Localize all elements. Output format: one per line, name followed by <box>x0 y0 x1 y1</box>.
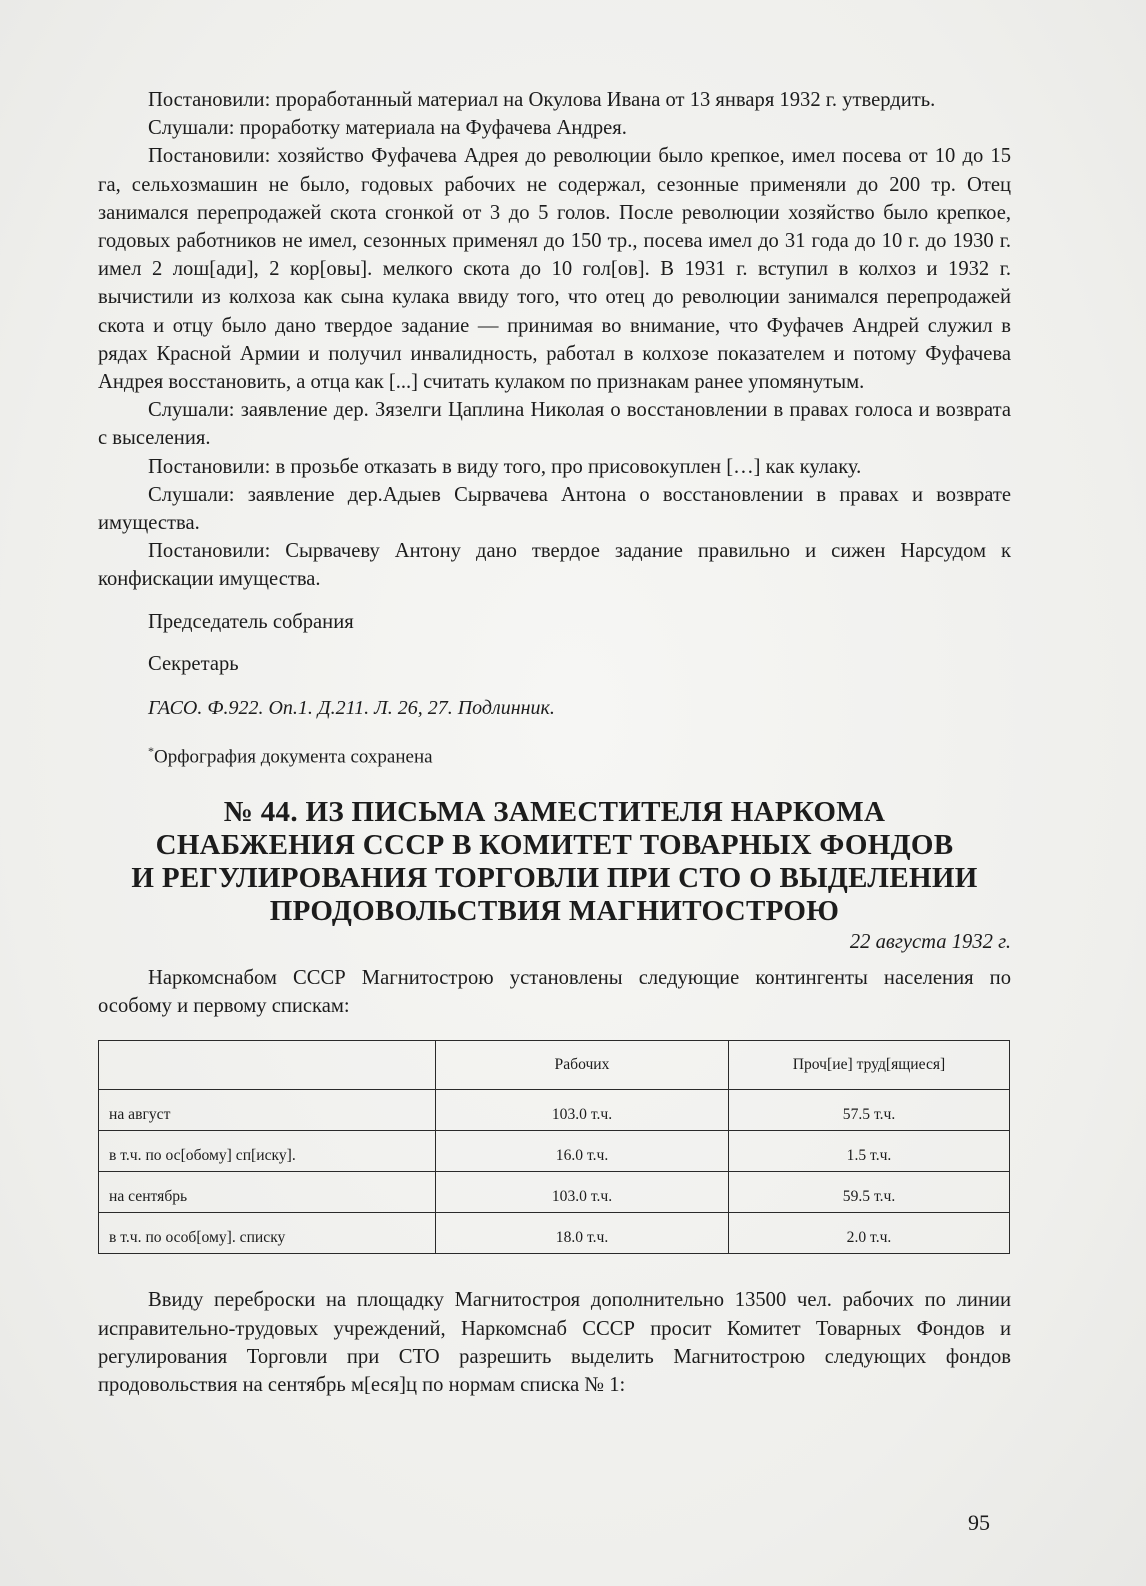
others-value: 2.0 т.ч. <box>729 1213 1010 1254</box>
secretary-signature-line: Секретарь <box>148 652 239 675</box>
paragraph-intro: Наркомснабом СССР Магнитострою установлены следующие контингенты населения по особому и первому спискам: <box>98 966 1011 1018</box>
table-row <box>99 1090 1010 1131</box>
row-label: в т.ч. по особ[ому]. списку <box>99 1213 436 1254</box>
table-row <box>99 1131 1010 1172</box>
text-column <box>98 86 1011 1399</box>
row-label: на август <box>99 1090 436 1131</box>
others-value: 57.5 т.ч. <box>729 1090 1010 1131</box>
paragraph-heard-fufachev: Слушали: проработку материала на Фуфачева Андрея. <box>148 117 627 140</box>
table-row <box>99 1172 1010 1213</box>
table-header-row <box>99 1041 1010 1090</box>
footnote <box>98 738 1011 770</box>
others-value: 59.5 т.ч. <box>729 1172 1010 1213</box>
table-header-cell <box>99 1041 436 1090</box>
table-header-cell: Проч[ие] труд[ящиеся] <box>729 1041 1010 1090</box>
document-date: 22 августа 1932 г. <box>849 930 1011 953</box>
contingent-table <box>98 1040 1010 1254</box>
paragraph-heard-syrvachev: Слушали: заявление дер.Адыев Сырвачева Антона о восстановлении в правах и возврате имущества. <box>98 483 1011 535</box>
paragraph-resolution-fufachev: Постановили: хозяйство Фуфачева Адрея до революции было крепкое, имел посева от 10 до 15 га, сельхозмашин не было, годовых рабочих не содержал, сезонные применяли до 200 тр. Отец занимался перепродажей скота сгонкой от 3 до 5 голов. После революции хозяйство было крепкое, годовых работников не имел, сезонных применял до 150 тр., посева имел до 31 года до 10 г. до 1930 г. имел 2 лош[ади], 2 кор[овы]. мелкого скота до 10 гол[ов]. В 1931 г. вступил в колхоз и 1932 г. вычистили из колхоза как сына кулака ввиду того, что отец до революции занимался перепродажей скота и отцу было дано твердое задание — принимая во внимание, что Фуфачев Андрей служил в рядах Красной Армии и получил инвалидность, работал в колхозе показателем и потому Фуфачева Андрея восстановить, а отца как [...] считать кулаком по признакам ранее упомянутым. <box>98 145 1011 394</box>
chairman-signature-line: Председатель собрания <box>148 610 354 633</box>
archive-reference: ГАСО. Ф.922. Оп.1. Д.211. Л. 26, 27. Подлинник. <box>148 696 555 719</box>
others-value: 1.5 т.ч. <box>729 1131 1010 1172</box>
paragraph-heard-tsaplin: Слушали: заявление дер. Зязелги Цаплина Николая о восстановлении в правах голоса и возврата с выселения. <box>98 399 1011 450</box>
document-title <box>98 796 1011 928</box>
workers-value: 103.0 т.ч. <box>436 1090 729 1131</box>
document-title-line: ПРОДОВОЛЬСТВИЯ МАГНИТОСТРОЮ <box>269 894 840 927</box>
workers-value: 18.0 т.ч. <box>436 1213 729 1254</box>
table-header-cell: Рабочих <box>436 1041 729 1090</box>
paragraph-resolution-okulov: Постановили: проработанный материал на Окулова Ивана от 13 января 1932 г. утвердить. <box>148 89 936 111</box>
page-number: 95 <box>968 1510 990 1535</box>
paragraph-resolution-tsaplin: Постановили: в прозьбе отказать в виду того, про присовокуплен […] как кулаку. <box>148 455 862 478</box>
document-title-line: И РЕГУЛИРОВАНИЯ ТОРГОВЛИ ПРИ СТО О ВЫДЕЛЕНИИ <box>131 861 978 894</box>
footnote-mark: * <box>148 743 154 758</box>
paragraph-closing: Ввиду переброски на площадку Магнитостроя дополнительно 13500 чел. рабочих по линии исправительно-трудовых учреждений, Наркомснаб СССР просит Комитет Товарных Фондов и регулирования Торговли при СТО разрешить выделить Магнитострою следующих фондов продовольствия на сентябрь м[еся]ц по нормам списка № 1: <box>98 1289 1011 1396</box>
workers-value: 103.0 т.ч. <box>436 1172 729 1213</box>
row-label: на сентябрь <box>99 1172 436 1213</box>
document-title-line: № 44. ИЗ ПИСЬМА ЗАМЕСТИТЕЛЯ НАРКОМА <box>223 795 886 828</box>
workers-value: 16.0 т.ч. <box>436 1131 729 1172</box>
paragraph-resolution-syrvachev: Постановили: Сырвачеву Антону дано твердое задание правильно и сижен Нарсудом к конфискации имущества. <box>98 540 1011 591</box>
table-row <box>99 1213 1010 1254</box>
row-label: в т.ч. по ос[обому] сп[иску]. <box>99 1131 436 1172</box>
document-title-line: СНАБЖЕНИЯ СССР В КОМИТЕТ ТОВАРНЫХ ФОНДОВ <box>155 828 954 861</box>
footnote-text: Орфография документа сохранена <box>154 745 433 767</box>
